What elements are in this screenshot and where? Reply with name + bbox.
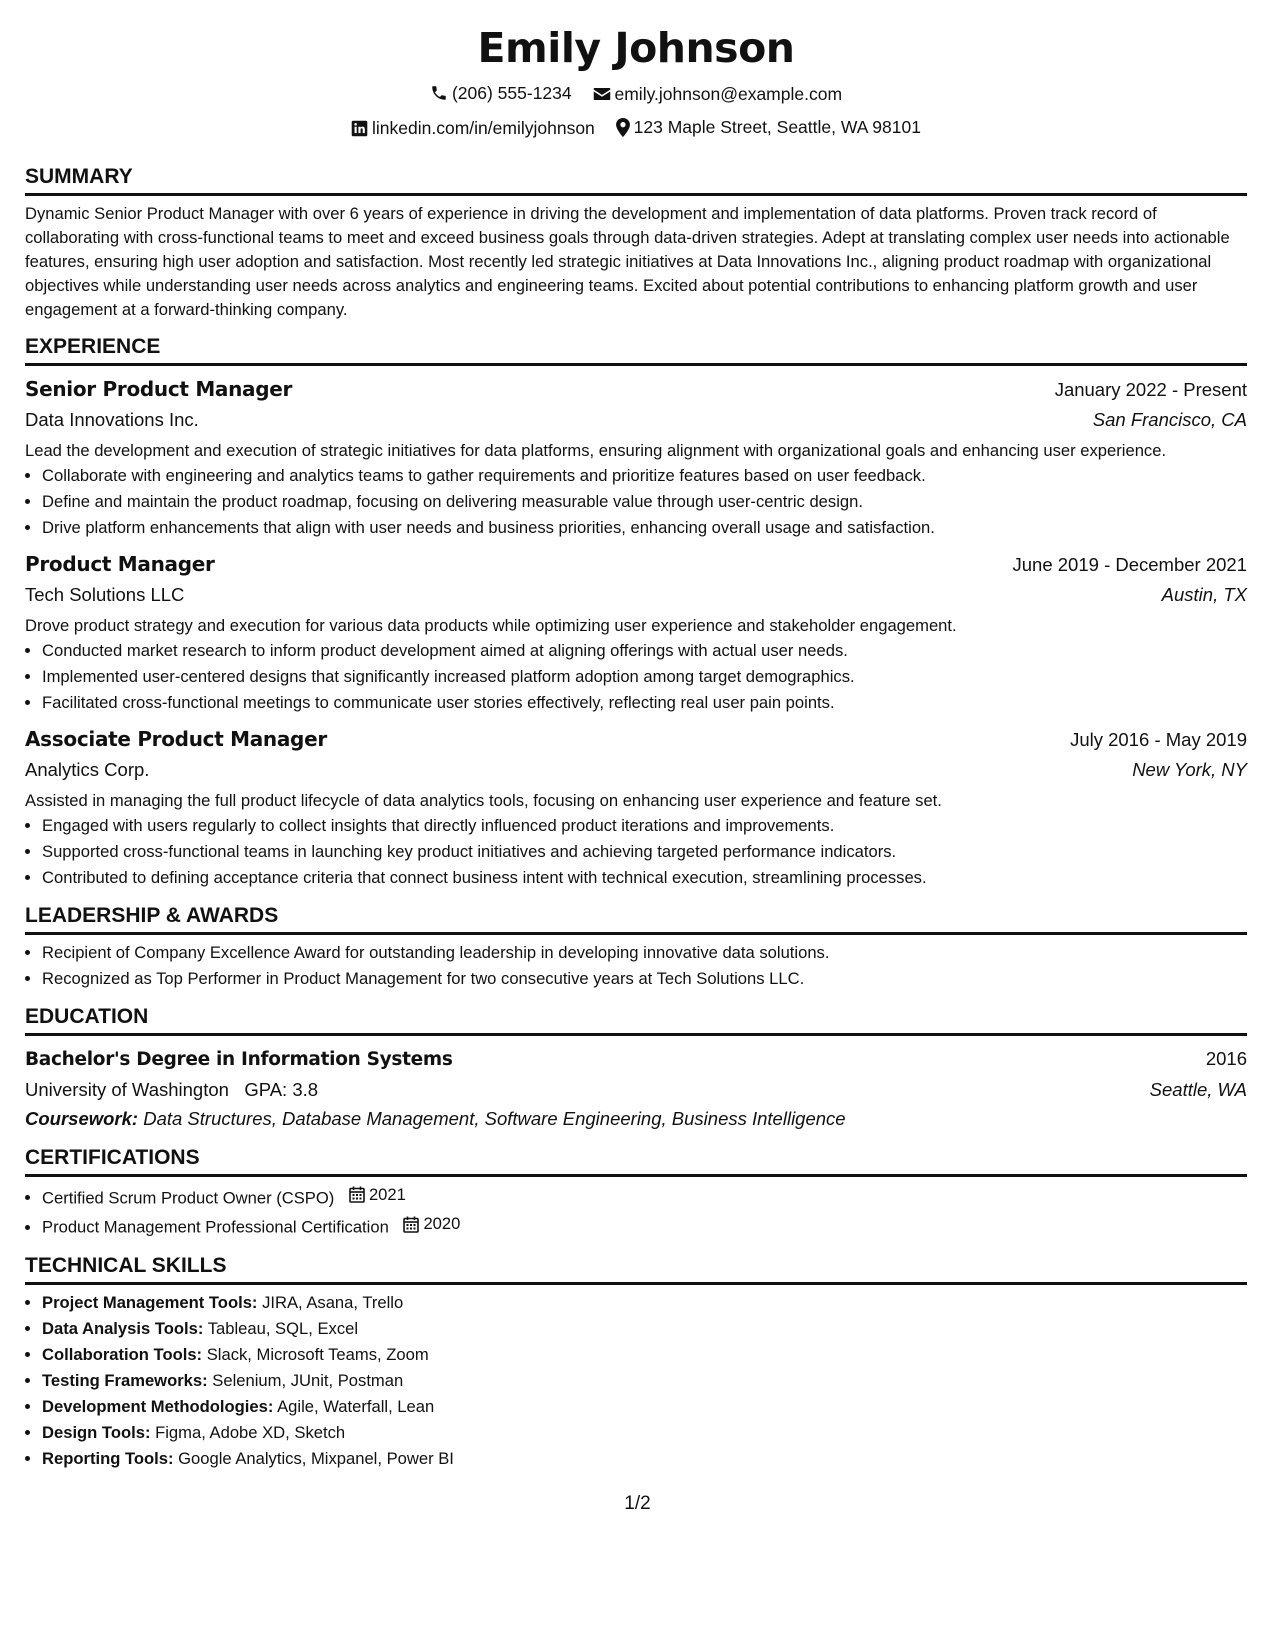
resume-header — [25, 20, 1247, 142]
candidate-name: Emily Johnson — [477, 24, 795, 72]
job-entry — [25, 724, 1247, 891]
job-description: Drove product strategy and execution for various data products while optimizing user experience and stakeholder engagement. — [25, 615, 957, 635]
coursework-line — [25, 1105, 1247, 1133]
map-pin-icon — [616, 118, 630, 137]
job-dates: January 2022 - Present — [1054, 378, 1247, 400]
cert-date — [403, 1211, 460, 1237]
resume-page — [25, 20, 1247, 1472]
awards-list — [25, 940, 1247, 992]
cert-name: Product Management Professional Certification — [42, 1217, 389, 1237]
cert-year: 2021 — [368, 1184, 406, 1204]
skill-value: Slack, Microsoft Teams, Zoom — [206, 1344, 429, 1364]
contact-row-2 — [25, 116, 1247, 142]
page-number: 1/2 — [624, 1493, 651, 1514]
phone-text: (206) 555-1234 — [451, 83, 572, 103]
skill-label: Collaboration Tools: — [42, 1344, 203, 1364]
skills-section — [25, 1253, 1247, 1472]
list-item: • Contributed to defining acceptance criteria that connect business intent with technical execution, streamlining processes. — [42, 865, 1247, 891]
cert-name: Certified Scrum Product Owner (CSPO) — [42, 1188, 335, 1207]
linkedin-text: linkedin.com/in/emilyjohnson — [372, 118, 595, 138]
email-text: emily.johnson@example.com — [614, 84, 843, 104]
skill-label: Development Methodologies: — [42, 1396, 274, 1416]
address-text: 123 Maple Street, Seattle, WA 98101 — [633, 117, 921, 137]
graduation-year: 2016 — [1205, 1047, 1247, 1069]
gpa-text: GPA: 3.8 — [244, 1078, 319, 1100]
list-item — [42, 1394, 1247, 1420]
school-info — [25, 1075, 318, 1105]
contact-row-1 — [25, 82, 1247, 107]
school-location: Seattle, WA — [1149, 1078, 1247, 1100]
experience-heading: EXPERIENCE — [25, 334, 1247, 366]
leadership-section — [25, 903, 1247, 992]
job-title: Associate Product Manager — [25, 726, 327, 751]
job-location: Austin, TX — [1161, 583, 1247, 605]
summary-section — [25, 164, 1247, 322]
list-item — [42, 1420, 1247, 1446]
list-item: • Recognized as Top Performer in Product Management for two consecutive years at Tech Solutions LLC. — [42, 966, 1247, 992]
experience-section — [25, 334, 1247, 891]
list-item: • Define and maintain the product roadmap, focusing on delivering measurable value through user-centric design. — [42, 489, 1247, 515]
cert-date — [349, 1182, 406, 1208]
summary-heading: SUMMARY — [25, 164, 1247, 196]
list-item: • Facilitated cross-functional meetings to communicate user stories effectively, reflecting real user pain points. — [42, 690, 1247, 716]
phone-icon — [430, 84, 448, 102]
skills-list — [25, 1290, 1247, 1472]
list-item — [42, 1446, 1247, 1472]
certifications-section — [25, 1145, 1247, 1241]
degree-title: Bachelor's Degree in Information Systems — [25, 1048, 453, 1070]
list-item — [42, 1182, 1247, 1212]
skill-value: Tableau, SQL, Excel — [207, 1318, 359, 1338]
skill-value: Agile, Waterfall, Lean — [277, 1396, 435, 1416]
certifications-heading: CERTIFICATIONS — [25, 1145, 1247, 1177]
certifications-list — [25, 1182, 1247, 1241]
list-item — [42, 1342, 1247, 1368]
job-company: Data Innovations Inc. — [25, 408, 199, 430]
skill-label: Project Management Tools: — [42, 1292, 258, 1312]
calendar-icon — [403, 1216, 419, 1233]
list-item: • Implemented user-centered designs that significantly increased platform adoption among target demographics. — [42, 664, 1247, 690]
linkedin-icon — [351, 120, 368, 137]
job-bullets — [25, 463, 1247, 541]
list-item: • Recipient of Company Excellence Award for outstanding leadership in developing innovative data solutions. — [42, 940, 1247, 966]
job-company: Analytics Corp. — [25, 758, 150, 780]
list-item: • Collaborate with engineering and analytics teams to gather requirements and prioritize features based on user feedback. — [42, 463, 1247, 489]
list-item — [42, 1290, 1247, 1316]
coursework-text: Data Structures, Database Management, Software Engineering, Business Intelligence — [143, 1107, 846, 1129]
job-title: Senior Product Manager — [25, 376, 293, 401]
job-dates: June 2019 - December 2021 — [1012, 553, 1247, 575]
education-heading: EDUCATION — [25, 1004, 1247, 1036]
list-item: • Drive platform enhancements that align with user needs and business priorities, enhancing overall usage and satisfaction. — [42, 515, 1247, 541]
skill-value: Selenium, JUnit, Postman — [212, 1370, 404, 1390]
calendar-icon — [349, 1186, 365, 1203]
list-item — [42, 1368, 1247, 1394]
contact-phone — [430, 82, 572, 104]
job-bullets — [25, 813, 1247, 891]
coursework-label: Coursework: — [25, 1107, 139, 1129]
education-entry — [25, 1044, 1247, 1133]
contact-linkedin[interactable] — [351, 117, 595, 139]
job-entry — [25, 374, 1247, 541]
job-description: Lead the development and execution of strategic initiatives for data platforms, ensuring alignment with organizational goals and enhancing user experience. — [25, 440, 1167, 460]
job-location: New York, NY — [1132, 758, 1247, 780]
education-section — [25, 1004, 1247, 1133]
summary-text: Dynamic Senior Product Manager with over 6 years of experience in driving the development and implementation of data platforms. Proven track record of collaborating with cross-functional teams to meet and exceed business goals through data-driven strategies. Adept at translating complex user needs into actionable features, ensuring high user adoption and satisfaction. Most recently led strategic initiatives at Data Innovations Inc., aligning product roadmap with organizational objectives while understanding user needs across analytics and engineering teams. Excited about potential contributions to enhancing platform growth and user engagement at a forward-thinking company. — [25, 203, 1230, 319]
list-item — [42, 1316, 1247, 1342]
leadership-heading: LEADERSHIP & AWARDS — [25, 903, 1247, 935]
list-item: • Conducted market research to inform product development aimed at aligning offerings with actual user needs. — [42, 638, 1247, 664]
list-item: • Supported cross-functional teams in launching key product initiatives and achieving targeted performance indicators. — [42, 839, 1247, 865]
contact-email[interactable] — [593, 83, 843, 105]
job-location: San Francisco, CA — [1092, 408, 1247, 430]
skill-label: Reporting Tools: — [42, 1448, 174, 1468]
skill-value: Figma, Adobe XD, Sketch — [155, 1422, 346, 1442]
skill-label: Testing Frameworks: — [42, 1370, 208, 1390]
envelope-icon — [593, 86, 611, 102]
job-title: Product Manager — [25, 551, 215, 576]
skills-heading: TECHNICAL SKILLS — [25, 1253, 1247, 1285]
job-company: Tech Solutions LLC — [25, 583, 185, 605]
cert-year: 2020 — [423, 1214, 461, 1233]
job-description: Assisted in managing the full product lifecycle of data analytics tools, focusing on enhancing user experience and feature set. — [25, 790, 942, 810]
school-name: University of Washington — [25, 1078, 229, 1100]
contact-address — [616, 116, 921, 138]
job-dates: July 2016 - May 2019 — [1070, 728, 1247, 750]
list-item: • Engaged with users regularly to collect insights that directly influenced product iterations and improvements. — [42, 813, 1247, 839]
skill-value: JIRA, Asana, Trello — [262, 1292, 404, 1312]
skill-label: Design Tools: — [42, 1422, 151, 1442]
skill-label: Data Analysis Tools: — [42, 1318, 204, 1338]
skill-value: Google Analytics, Mixpanel, Power BI — [178, 1448, 454, 1468]
job-entry — [25, 549, 1247, 716]
job-bullets — [25, 638, 1247, 716]
list-item — [42, 1211, 1247, 1241]
